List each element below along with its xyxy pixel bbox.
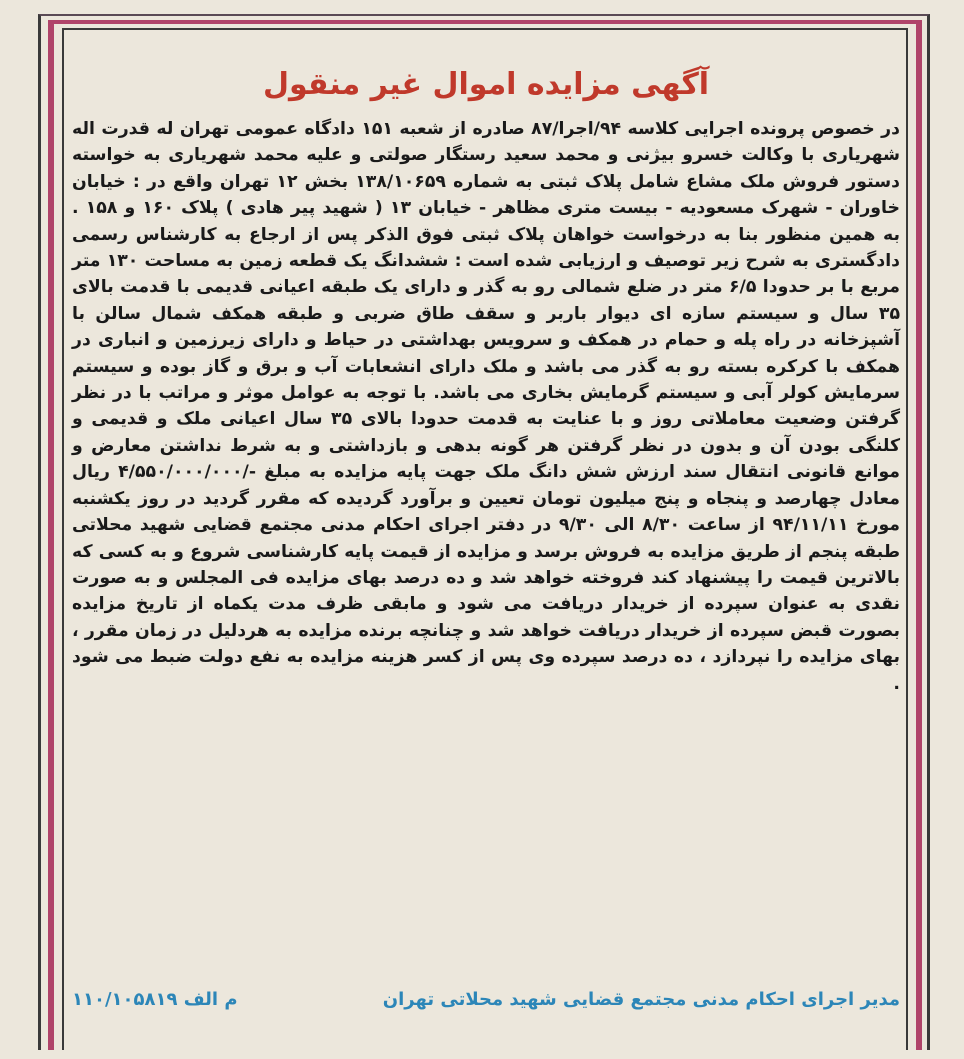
- notice-title: آگهی مزایده اموال غیر منقول: [262, 67, 710, 102]
- notice-footer: [72, 986, 900, 1014]
- notice-content: [72, 62, 900, 697]
- notice-code: م الف ۱۱۰/۱۰۵۸۱۹: [72, 989, 238, 1010]
- notice-signature: مدیر اجرای احکام مدنی مجتمع قضایی شهید محلاتی تهران: [382, 989, 900, 1010]
- notice-body: در خصوص پرونده اجرایی کلاسه ۹۴/اجرا/۸۷ صادره از شعبه ۱۵۱ دادگاه عمومی تهران له قدرت اله شهریاری با وکالت خسرو بیژنی و محمد سعید رستگار صولتی و علیه محمد شهریاری به خواسته دستور فروش ملک مشاع شامل پلاک ثبتی به شماره ۱۳۸/۱۰۶۵۹ بخش ۱۲ تهران واقع در : خیابان خاوران - شهرک مسعودیه - بیست متری مظاهر - خیابان ۱۳ ( شهید پیر هادی ) پلاک ۱۶۰ و ۱۵۸ . به همین منظور بنا به درخواست خواهان پلاک ثبتی فوق الذکر پس از ارجاع به کارشناس رسمی دادگستری به شرح زیر توصیف و ارزیابی شده است : ششدانگ یک قطعه زمین به مساحت ۱۳۰ متر مربع با بر حدودا ۶/۵ متر در ضلع شمالی رو به گذر و دارای یک طبقه اعیانی قدیمی با قدمت بالای ۳۵ سال و سیستم سازه ای دیوار باربر و سقف طاق ضربی و طبقه همکف شمال سالن با آشپزخانه در راه پله و حمام در همکف و سرویس بهداشتی در حیاط و دارای زیرزمین و انباری در همکف با کرکره بسته رو به گذر می باشد و ملک دارای انشعابات آب و برق و گاز بوده و سیستم سرمایش کولر آبی و سیستم گرمایش بخاری می باشد. با توجه به عوامل موثر و مراتب با در نظر گرفتن وضعیت معاملاتی روز و با عنایت به قدمت حدودا بالای ۳۵ سال اعیانی ملک و قدیمی و کلنگی بودن آن و بدون در نظر گرفتن هر گونه بدهی و بازداشتی و به شرط نداشتن معارض و موانع قانونی انتقال سند ارزش شش دانگ ملک جهت پایه مزایده به مبلغ -/۴/۵۵۰/۰۰۰/۰۰۰ ریال معادل چهارصد و پنجاه و پنج میلیون تومان تعیین و برآورد گردیده که مقرر گردید در روز یکشنبه مورخ ۹۴/۱۱/۱۱ از ساعت ۸/۳۰ الی ۹/۳۰ در دفتر اجرای احکام مدنی مجتمع قضایی شهید محلاتی طبقه پنجم از طریق مزایده به فروش برسد و مزایده از قیمت پایه کارشناسی شروع و به کسی که بالاترین قیمت را پیشنهاد کند فروخته خواهد شد و ده درصد بهای مزایده فی المجلس و به صورت نقدی به عنوان سپرده از خریدار دریافت می شود و مابقی ظرف مدت یکماه از تاریخ مزایده بصورت قبض سپرده از خریدار دریافت خواهد شد و چنانچه برنده مزایده به هردلیل در زمان مقرر ، بهای مزایده را نپردازد ، ده درصد سپرده وی پس از کسر هزینه مزایده به نفع دولت ضبط می شود .: [72, 119, 901, 694]
